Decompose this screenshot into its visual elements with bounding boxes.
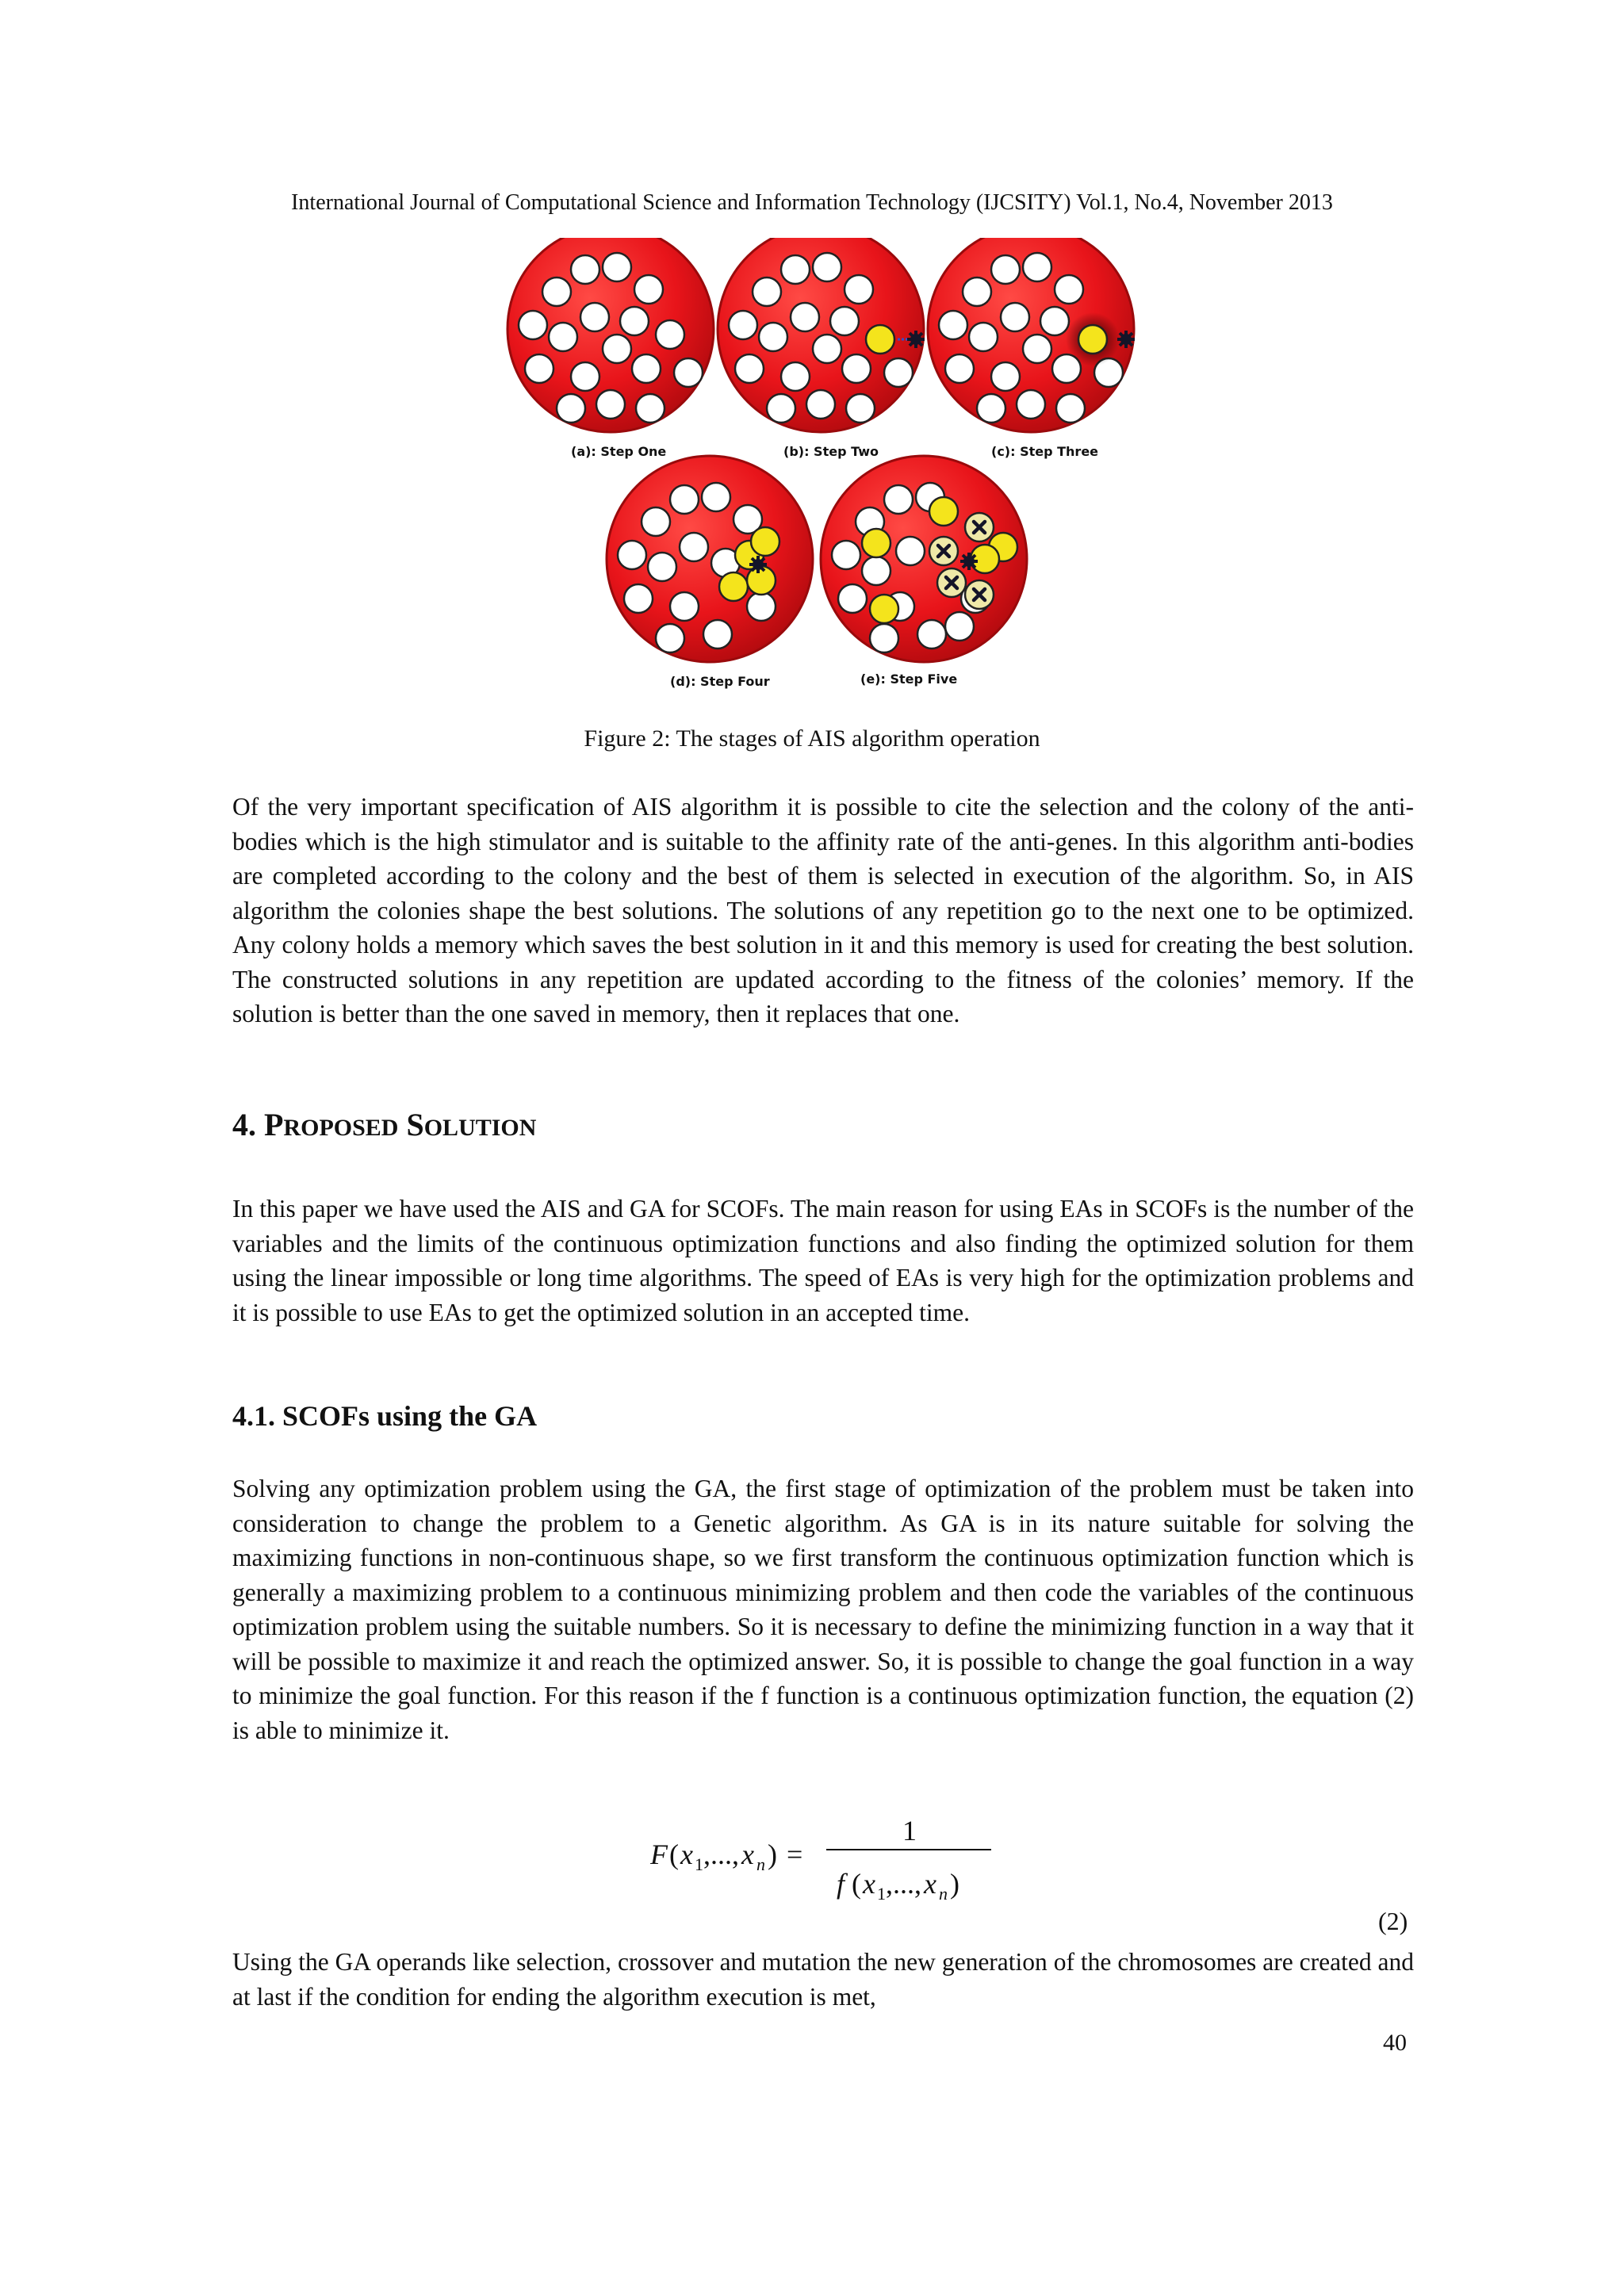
label-step-five: (e): Step Five [860, 672, 958, 687]
antigen-icon [960, 553, 978, 570]
svg-text:f: f [837, 1868, 845, 1900]
panel-step-two [718, 238, 925, 432]
paragraph-proposed-solution: In this paper we have used the AIS and GA for SCOFs. The main reason for using EAs in SCOFs is the number of the variables and the limits of the continuous optimization functions and also finding the optimized solution for them using the linear impossible or long time algorithms. The speed of EAs is very high for the optimization problems and it is possible to use EAs to get the optimized solution in an accepted time. [232, 1195, 1414, 1326]
svg-text:F: F [650, 1839, 668, 1870]
svg-text:1: 1 [902, 1815, 917, 1846]
journal-header: International Journal of Computational Science and Information Technology (IJCSITY) Vol.1, No.4, November 2013 [291, 190, 1333, 215]
paragraph-ga-optimization: Solving any optimization problem using the GA, the first stage of optimization of the problem must be taken into consideration to change the problem to a Genetic algorithm. As GA is in its nature suitable for solving the maximizing functions in non-continuous shape, so we first transform the continuous optimization function which is generally a maximizing problem to a continuous minimizing problem and then code the variables of the continuous optimization problem using the suitable numbers. So it is necessary to define the minimizing function in a way that it will be possible to maximize it and reach the optimized answer. So, it is possible to change the goal function in a way to minimize the goal function. For this reason if the f function is a continuous optimization function, the equation (2) is able to minimize it. [232, 1475, 1414, 1744]
svg-text:=: = [787, 1839, 803, 1870]
panel-step-three [928, 238, 1135, 432]
svg-text:x: x [680, 1839, 693, 1870]
label-step-three: (c): Step Three [991, 444, 1099, 459]
svg-text:1: 1 [877, 1884, 886, 1904]
svg-text:(: ( [852, 1868, 861, 1900]
paragraph-ga-operands: Using the GA operands like selection, crossover and mutation the new generation of the chromosomes are created and at last if the condition for ending the algorithm execution is met, [232, 1948, 1414, 2011]
panel-step-four [607, 456, 813, 662]
panel-step-five [821, 456, 1027, 662]
svg-text:n: n [939, 1884, 948, 1904]
svg-text:x: x [924, 1868, 936, 1900]
label-step-two: (b): Step Two [783, 444, 879, 459]
antigen-icon [1117, 331, 1135, 348]
svg-text:,...,: ,..., [886, 1868, 921, 1900]
svg-text:): ) [768, 1839, 777, 1870]
svg-text:1: 1 [695, 1854, 703, 1874]
svg-text:(: ( [669, 1839, 679, 1870]
panel-step-one [508, 238, 714, 432]
label-step-one: (a): Step One [571, 444, 667, 459]
ais-stages-figure [492, 238, 1150, 698]
subsection-heading: 4.1. SCOFs using the GA [232, 1400, 538, 1432]
svg-text:,...,: ,..., [703, 1839, 739, 1870]
antigen-icon [749, 556, 767, 573]
section-heading: 4. PROPOSED SOLUTION [232, 1107, 537, 1142]
page-number: 40 [1383, 2030, 1407, 2056]
svg-text:): ) [950, 1868, 959, 1900]
paragraph-ais-spec: Of the very important specification of AIS algorithm it is possible to cite the selection and the colony of the anti-bodies which is the high stimulator and is suitable to the affinity rate of the anti-genes. In this algorithm anti-bodies are completed according to the colony and the best of them is selected in execution of the algorithm. So, in AIS algorithm the colonies shape the best solutions. The solutions of any repetition go to the next one to be optimized. Any colony holds a memory which saves the best solution in it and this memory is used for creating the best solution. The constructed solutions in any repetition are updated according to the fitness of the colonies’ memory. If the solution is better than the one saved in memory, then it replaces that one. [232, 793, 1414, 1027]
figure-caption: Figure 2: The stages of AIS algorithm operation [584, 725, 1040, 752]
equation-number: (2) [1378, 1907, 1408, 1935]
equation-2 [650, 1810, 999, 1913]
antigen-icon [907, 331, 925, 348]
svg-text:x: x [863, 1868, 875, 1900]
svg-text:n: n [756, 1854, 765, 1874]
label-step-four: (d): Step Four [670, 674, 770, 689]
svg-text:x: x [741, 1839, 754, 1870]
